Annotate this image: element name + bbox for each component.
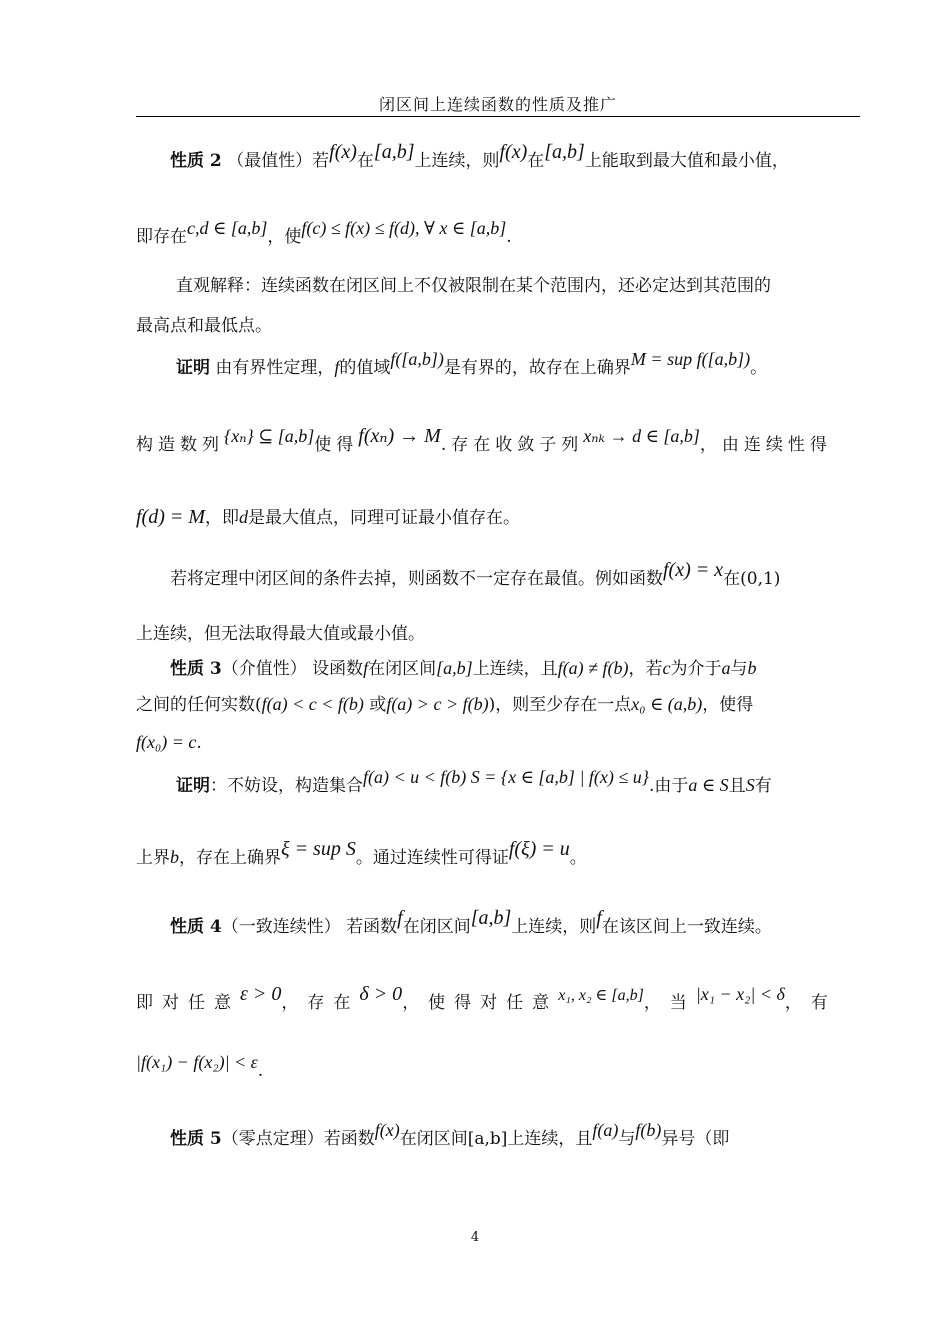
text: 是最大值点，同理可证最小值存在。 (248, 508, 521, 528)
formula: f (334, 357, 340, 377)
property-5-statement (170, 1120, 870, 1151)
text: ，存在 (281, 993, 360, 1013)
formula: x₁, x₂ ∈ [a,b] (558, 987, 644, 1004)
property-3-statement (170, 656, 870, 681)
property-label: 性质 4 (170, 917, 222, 937)
formula: f(a) ≠ f(b) (557, 658, 629, 678)
text: ：不妨设，构造集合 (210, 776, 363, 796)
text: 与 (618, 1129, 636, 1149)
formula: f(c) ≤ f(x) ≤ f(d), ∀ x ∈ [a,b] (301, 218, 507, 238)
text: 之间的任何实数( (136, 695, 262, 715)
formula: f(xₙ) → M (358, 425, 441, 447)
proof-2-line-2 (136, 425, 866, 457)
property-4-statement-cont (136, 983, 866, 1016)
text: 上能取到最大值和最小值， (584, 151, 789, 171)
text: 在(0,1) (723, 569, 781, 589)
property-label: 性质 2 (170, 151, 222, 171)
formula: f(x) (499, 141, 528, 163)
proof-label: 证明 (176, 358, 210, 378)
formula: a ∈ S (688, 775, 729, 795)
text: 即存在 (136, 227, 187, 247)
text: ，使 (267, 227, 302, 247)
formula: |x₁ − x₂| < δ (695, 984, 785, 1004)
formula: f(a) < u < f(b) S = {x ∈ [a,b] | f(x) ≤ u} (363, 767, 649, 787)
text: 为介于 (670, 659, 722, 679)
text: 在闭区间[a,b]上连续，且 (399, 1129, 593, 1149)
text: 。 (750, 358, 768, 378)
formula: f(x) (374, 1120, 400, 1140)
formula: f(x) = x (663, 559, 724, 581)
text: 由有界性定理， (215, 358, 335, 378)
formula: |f(x₁) − f(x₂)| < ε (136, 1052, 258, 1072)
formula: xₙₖ → d ∈ [a,b] (583, 426, 700, 446)
text: . (196, 733, 202, 753)
formula: f(d) = M (136, 506, 206, 528)
text: （零点定理）若函数 (221, 1129, 375, 1149)
property-4-statement (170, 907, 870, 939)
text: 是有界的，故存在上确界 (443, 358, 631, 378)
text: （一致连续性） 若函数 (221, 917, 398, 937)
text: ，当 (643, 993, 696, 1013)
text: 构造数列 (136, 435, 224, 455)
text: ，若 (628, 659, 663, 679)
formula: f(b) (635, 1120, 662, 1140)
property-label: 性质 5 (170, 1129, 222, 1149)
intuitive-explanation-cont: 最高点和最低点。 (136, 316, 272, 336)
formula: f(a) (592, 1120, 619, 1140)
text: （最值性）若 (227, 151, 330, 171)
property-4-statement-end (136, 1052, 866, 1083)
text: 上连续，且 (472, 659, 558, 679)
text: 在 (356, 151, 374, 171)
text: 若将定理中闭区间的条件去掉，则函数不一定存在最值。例如函数 (170, 569, 663, 589)
proof-label: 证明 (176, 776, 210, 796)
counterexample-line-2: 上连续，但无法取得最大值或最小值。 (136, 624, 425, 644)
formula: f(x₀) = c (136, 732, 197, 752)
text: 上界 (136, 848, 170, 868)
text: 在 (527, 151, 545, 171)
formula: b (747, 658, 757, 678)
formula: [a,b] (544, 141, 585, 163)
text: .由于 (648, 776, 689, 796)
text: . (257, 1061, 264, 1081)
formula: f(ξ) = u (508, 838, 570, 860)
text: 。通过连续性可得证 (355, 848, 509, 868)
text: ，即 (205, 508, 240, 528)
formula: f (363, 658, 369, 678)
property-3-statement-end (136, 730, 866, 755)
formula: d (239, 507, 249, 527)
text: )，则至少存在一点 (488, 695, 632, 715)
text: 上连续，则 (414, 151, 500, 171)
text: 且 (728, 776, 746, 796)
proof-3-line-2 (136, 838, 866, 870)
running-header: 闭区间上连续函数的性质及推广 (378, 95, 617, 114)
property-3-statement-cont (136, 692, 866, 717)
formula: a (721, 658, 731, 678)
text: ，存在上确界 (179, 848, 281, 868)
property-2-statement-cont (136, 218, 866, 249)
text: ，使得对任意 (402, 993, 559, 1013)
formula: f(a) < c < f(b) (261, 694, 364, 714)
formula: f([a,b]) (390, 349, 444, 369)
text: 使得 (314, 435, 359, 455)
formula: c,d ∈ [a,b] (187, 218, 268, 238)
counterexample-line-1 (170, 559, 870, 591)
text: 在该区间上一致连续。 (601, 917, 772, 937)
text: .存在收敛子列 (440, 435, 584, 455)
formula: f (397, 907, 403, 929)
text: 的值域 (339, 358, 391, 378)
formula: [a,b] (436, 658, 473, 678)
formula: [a,b] (470, 907, 512, 929)
formula: f(x) (329, 141, 357, 163)
text: 在闭区间 (368, 659, 437, 679)
formula: S (745, 775, 755, 795)
header-rule (136, 116, 860, 117)
formula: f(a) > c > f(b) (386, 694, 489, 714)
formula: c (662, 658, 671, 678)
text: 或 (363, 695, 387, 715)
text: 在闭区间 (402, 917, 471, 937)
formula: f (596, 907, 602, 929)
text: . (506, 227, 512, 247)
text: 有 (754, 776, 772, 796)
formula: {xₙ} ⊆ [a,b] (224, 426, 315, 446)
text: 上连续，则 (511, 917, 597, 937)
property-2-statement (170, 141, 870, 173)
proof-2-line-3 (136, 505, 866, 530)
page-number: 4 (470, 1230, 480, 1245)
formula: δ > 0 (359, 983, 403, 1005)
text: 异号（即 (661, 1129, 730, 1149)
formula: b (170, 847, 179, 867)
property-label: 性质 3 (170, 659, 222, 679)
text: 与 (730, 659, 748, 679)
formula: ε > 0 (240, 983, 282, 1005)
text: ，有 (784, 993, 837, 1013)
text: 。 (569, 848, 587, 868)
formula: x₀ ∈ (a,b) (631, 694, 703, 714)
proof-3-line-1 (176, 767, 876, 798)
intuitive-explanation: 直观解释：连续函数在闭区间上不仅被限制在某个范围内，还必定达到其范围的 (176, 276, 771, 296)
text: （介值性） 设函数 (221, 659, 364, 679)
formula: ξ = sup S (281, 838, 356, 860)
text: 即对任意 (136, 993, 240, 1013)
text: ，由连续性得 (699, 435, 832, 455)
text: ，使得 (702, 695, 754, 715)
formula: [a,b] (373, 141, 415, 163)
proof-2-line-1 (176, 349, 876, 380)
formula: M = sup f([a,b]) (630, 349, 751, 369)
